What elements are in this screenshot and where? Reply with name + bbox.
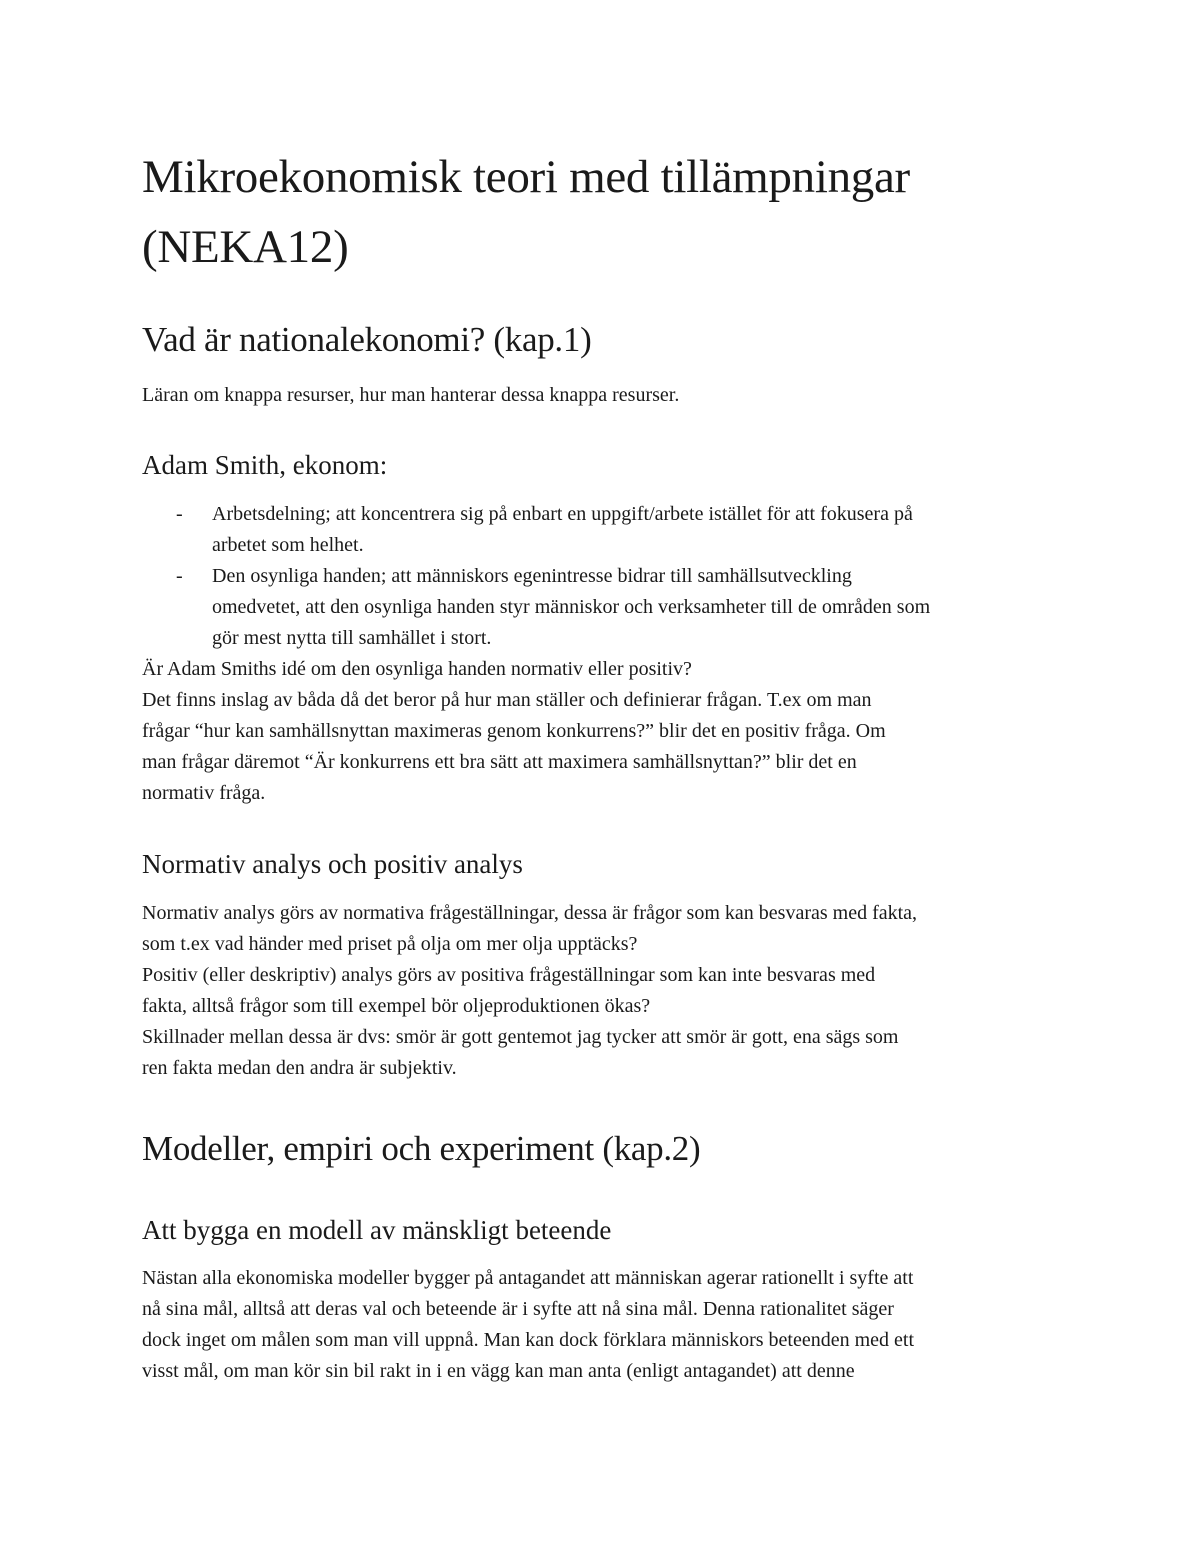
model-paragraph: [142, 1263, 1072, 1387]
bullet-dash: -: [176, 503, 183, 525]
list-item: [142, 499, 1072, 561]
normative-positive-paragraph: [142, 654, 1072, 809]
list-item: [142, 561, 1072, 654]
subheading-bygga-modell: Att bygga en modell av mänskligt beteende: [142, 1215, 612, 1245]
document-title: [142, 142, 1072, 282]
paragraph-line: som t.ex vad händer med priset på olja om mer olja upptäcks?: [142, 933, 638, 955]
paragraph-line: Det finns inslag av båda då det beror på hur man ställer och definierar frågan. T.ex om man: [142, 689, 872, 711]
bullet-text-line: arbetet som helhet.: [212, 534, 364, 556]
analysis-paragraph: [142, 898, 1072, 1084]
section-heading-nationalekonomi: Vad är nationalekonomi? (kap.1): [142, 320, 592, 359]
paragraph-line: fakta, alltså frågor som till exempel bör oljeproduktionen ökas?: [142, 995, 651, 1017]
bullet-text-line: Arbetsdelning; att koncentrera sig på enbart en uppgift/arbete istället för att fokusera på: [212, 503, 913, 525]
bullet-dash: -: [176, 565, 183, 587]
section-heading-modeller: Modeller, empiri och experiment (kap.2): [142, 1129, 701, 1168]
paragraph-line: Skillnader mellan dessa är dvs: smör är gott gentemot jag tycker att smör är gott, ena sägs som: [142, 1026, 899, 1048]
paragraph-line: Nästan alla ekonomiska modeller bygger på antagandet att människan agerar rationellt i syfte att: [142, 1267, 914, 1289]
paragraph-line: man frågar däremot “Är konkurrens ett bra sätt att maximera samhällsnyttan?” blir det en: [142, 751, 857, 773]
paragraph-line: Är Adam Smiths idé om den osynliga handen normativ eller positiv?: [142, 658, 692, 680]
subheading-adam-smith: Adam Smith, ekonom:: [142, 450, 388, 480]
paragraph-line: frågar “hur kan samhällsnyttan maximeras genom konkurrens?” blir det en positiv fråga. Om: [142, 720, 886, 742]
paragraph-line: Positiv (eller deskriptiv) analys görs av positiva frågeställningar som kan inte besvaras med: [142, 964, 876, 986]
paragraph-line: ren fakta medan den andra är subjektiv.: [142, 1057, 457, 1079]
paragraph-line: visst mål, om man kör sin bil rakt in i en vägg kan man anta (enligt antagandet) att denne: [142, 1360, 855, 1382]
bullet-text-line: gör mest nytta till samhället i stort.: [212, 627, 492, 649]
bullet-text-line: omedvetet, att den osynliga handen styr människor och verksamheter till de områden som: [212, 596, 931, 618]
adam-smith-bullet-list: [142, 499, 1072, 654]
intro-paragraph: Läran om knappa resurser, hur man hanterar dessa knappa resurser.: [142, 384, 680, 406]
paragraph-line: nå sina mål, alltså att deras val och beteende är i syfte att nå sina mål. Denna rationalitet säger: [142, 1298, 894, 1320]
bullet-text-line: Den osynliga handen; att människors egenintresse bidrar till samhällsutveckling: [212, 565, 852, 587]
title-line-2: (NEKA12): [142, 221, 349, 273]
paragraph-line: normativ fråga.: [142, 782, 266, 804]
paragraph-line: dock inget om målen som man vill uppnå. Man kan dock förklara människors beteenden med ett: [142, 1329, 915, 1351]
paragraph-line: Normativ analys görs av normativa frågeställningar, dessa är frågor som kan besvaras med fakta,: [142, 902, 918, 924]
title-line-1: Mikroekonomisk teori med tillämpningar: [142, 151, 910, 203]
subheading-normativ-analys: Normativ analys och positiv analys: [142, 849, 523, 879]
